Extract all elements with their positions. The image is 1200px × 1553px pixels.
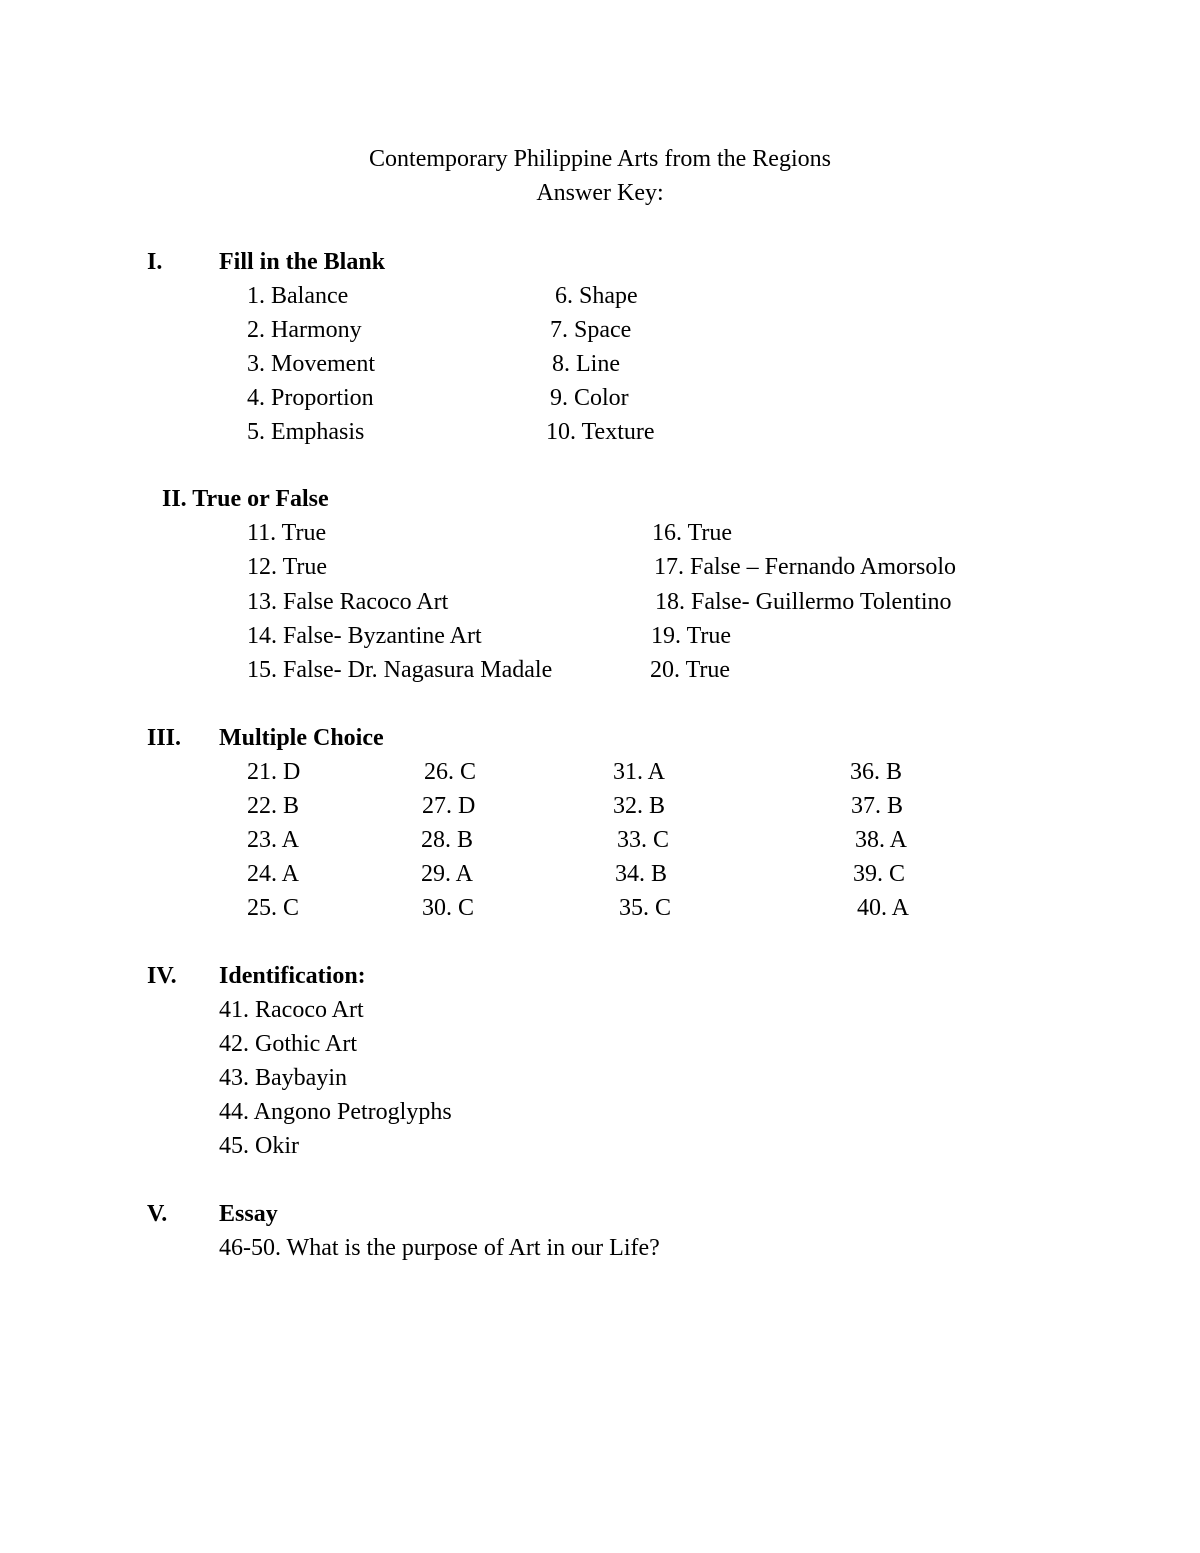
answer-item: 28. B — [421, 827, 474, 853]
section-heading: Multiple Choice — [219, 725, 384, 751]
answer-item: 11. True — [247, 520, 327, 546]
answer-item: 25. C — [247, 895, 300, 921]
answer-item: 38. A — [855, 827, 908, 853]
answer-item: 40. A — [857, 895, 910, 921]
answer-item: 24. A — [247, 861, 300, 887]
section-numeral: IV. — [147, 963, 177, 989]
answer-item: 4. Proportion — [247, 385, 374, 411]
answer-item: 15. False- Dr. Nagasura Madale — [247, 657, 553, 683]
answer-item: 29. A — [421, 861, 474, 887]
section-numeral: III. — [147, 725, 182, 751]
answer-item: 1. Balance — [247, 283, 349, 309]
answer-item: 27. D — [422, 793, 476, 819]
answer-item: 9. Color — [550, 385, 629, 411]
answer-item: 7. Space — [550, 317, 632, 343]
answer-item: 30. C — [422, 895, 475, 921]
answer-item: 43. Baybayin — [219, 1065, 347, 1091]
answer-item: 10. Texture — [546, 419, 655, 445]
answer-item: 45. Okir — [219, 1133, 299, 1159]
answer-item: 14. False- Byzantine Art — [247, 623, 482, 649]
answer-item: 20. True — [650, 657, 731, 683]
answer-item: 19. True — [651, 623, 732, 649]
section-numeral: V. — [147, 1201, 168, 1227]
answer-item: 33. C — [617, 827, 670, 853]
answer-item: 39. C — [853, 861, 906, 887]
answer-item: 32. B — [613, 793, 666, 819]
answer-item: 13. False Racoco Art — [247, 589, 449, 615]
answer-item: 41. Racoco Art — [219, 997, 364, 1023]
answer-item: 37. B — [851, 793, 904, 819]
answer-item: 23. A — [247, 827, 300, 853]
section-numeral: I. — [147, 249, 163, 275]
answer-item: 12. True — [247, 554, 328, 580]
answer-item: 3. Movement — [247, 351, 375, 377]
answer-item: 34. B — [615, 861, 668, 887]
section-heading: Fill in the Blank — [219, 249, 386, 275]
section-heading: II. True or False — [162, 486, 329, 512]
document-title: Contemporary Philippine Arts from the Regions — [369, 146, 831, 172]
document-subtitle: Answer Key: — [536, 180, 664, 206]
answer-item: 8. Line — [552, 351, 620, 377]
answer-item: 35. C — [619, 895, 672, 921]
answer-item: 26. C — [424, 759, 477, 785]
answer-item: 36. B — [850, 759, 903, 785]
answer-item: 2. Harmony — [247, 317, 362, 343]
answer-item: 22. B — [247, 793, 300, 819]
essay-question: 46-50. What is the purpose of Art in our Life? — [219, 1235, 660, 1261]
answer-item: 44. Angono Petroglyphs — [219, 1099, 452, 1125]
answer-item: 21. D — [247, 759, 301, 785]
answer-item: 17. False – Fernando Amorsolo — [654, 554, 956, 580]
answer-item: 18. False- Guillermo Tolentino — [655, 589, 952, 615]
answer-item: 16. True — [652, 520, 733, 546]
answer-item: 6. Shape — [555, 283, 638, 309]
section-heading: Identification: — [219, 963, 366, 989]
answer-item: 5. Emphasis — [247, 419, 365, 445]
answer-item: 42. Gothic Art — [219, 1031, 357, 1057]
answer-item: 31. A — [613, 759, 666, 785]
section-heading: Essay — [219, 1201, 278, 1227]
